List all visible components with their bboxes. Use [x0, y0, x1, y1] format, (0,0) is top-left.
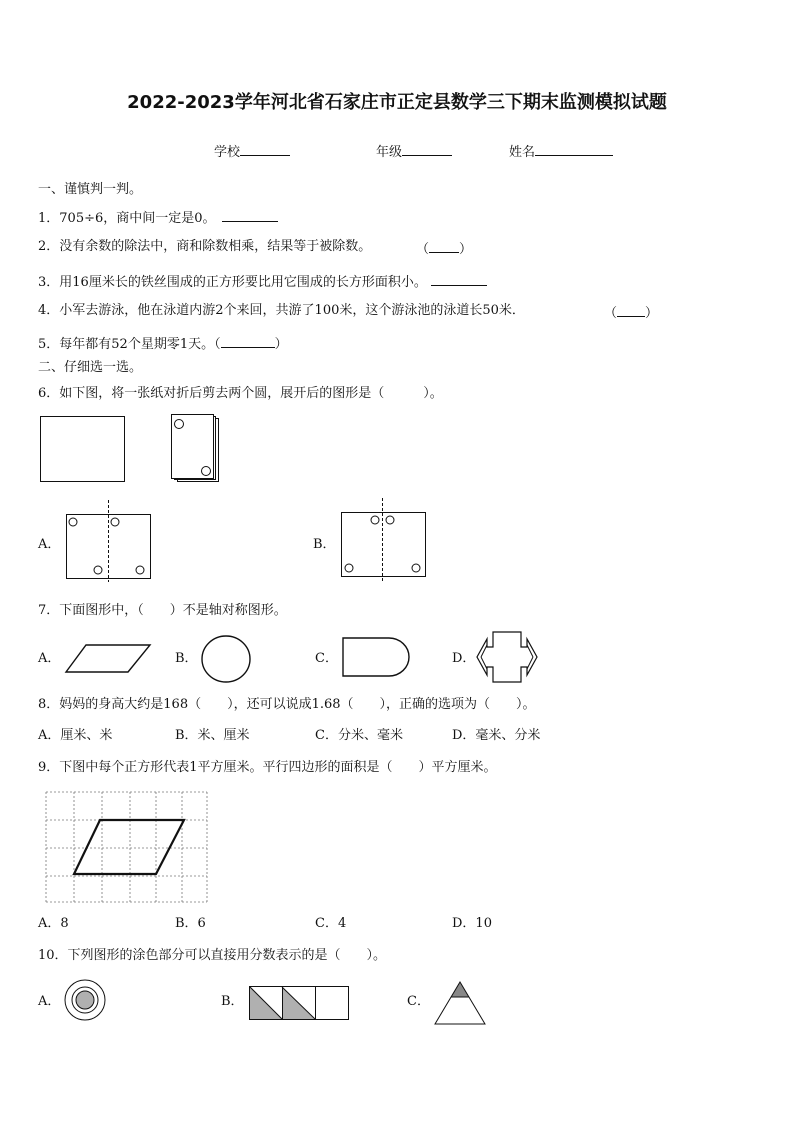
q8-option-d[interactable]: D．毫米、分米: [452, 728, 541, 743]
squares-with-shaded-triangles-icon[interactable]: [248, 985, 352, 1021]
question-9: 9．下图中每个正方形代表1平方厘米。平行四边形的面积是（ ）平方厘米。: [38, 760, 497, 775]
paren-open: （: [604, 306, 618, 321]
circle-icon[interactable]: [200, 634, 252, 684]
question-5-text: 5．每年都有52个星期零1天。（: [38, 337, 221, 352]
section-2-heading: 二、仔细选一选。: [38, 360, 143, 375]
q6-option-b-figure-icon[interactable]: [339, 498, 429, 582]
rectangle-paper-icon: [40, 416, 126, 482]
question-2-text: 2．没有余数的除法中，商和除数相乘，结果等于被除数。: [38, 239, 372, 254]
q6-option-a-label[interactable]: A．: [38, 537, 61, 552]
school-field[interactable]: [214, 142, 290, 161]
name-label: 姓名: [509, 145, 536, 160]
q9-option-b[interactable]: B．6: [175, 916, 206, 931]
q10-option-c-label[interactable]: C．: [407, 994, 430, 1009]
answer-blank-5[interactable]: [221, 334, 275, 348]
name-field[interactable]: [509, 142, 613, 161]
paren-close: ）: [459, 242, 473, 257]
question-10: 10．下列图形的涂色部分可以直接用分数表示的是（ ）。: [38, 948, 387, 963]
q9-option-a[interactable]: A．8: [38, 916, 69, 931]
q7-option-a-label[interactable]: A．: [38, 651, 61, 666]
grade-field[interactable]: [376, 142, 452, 161]
answer-blank-4[interactable]: [617, 303, 645, 317]
q6-option-a-figure-icon[interactable]: [64, 500, 154, 582]
school-blank[interactable]: [240, 142, 290, 156]
question-1-text: 1．705÷6，商中间一定是0。: [38, 211, 216, 226]
q7-option-d-label[interactable]: D．: [452, 651, 476, 666]
question-6: 6．如下图，将一张纸对折后剪去两个圆，展开后的图形是（ ）。: [38, 386, 443, 401]
section-1-heading: 一、谨慎判一判。: [38, 182, 143, 197]
q8-option-c[interactable]: C．分米、毫米: [315, 728, 403, 743]
paren-close: ）: [274, 337, 288, 352]
q7-option-b-label[interactable]: B．: [175, 651, 198, 666]
question-3: [38, 272, 487, 291]
page-title: 2022-2023学年河北省石家庄市正定县数学三下期末监测模拟试题: [127, 92, 667, 113]
name-blank[interactable]: [535, 142, 613, 156]
school-label: 学校: [214, 145, 241, 160]
answer-blank-3[interactable]: [431, 272, 487, 286]
grade-label: 年级: [376, 145, 403, 160]
q9-option-c[interactable]: C．4: [315, 916, 347, 931]
q9-option-d[interactable]: D．10: [452, 916, 492, 931]
q10-option-a-label[interactable]: A．: [38, 994, 61, 1009]
parallelogram-icon[interactable]: [64, 643, 152, 675]
question-4-text: 4．小军去游泳，他在泳道内游2个来回，共游了100米，这个游泳池的泳道长50米．: [38, 303, 525, 318]
grid-with-parallelogram-icon: [44, 790, 210, 906]
question-3-text: 3．用16厘米长的铁丝围成的正方形要比用它围成的长方形面积小。: [38, 275, 427, 290]
paren-close: ）: [645, 306, 659, 321]
question-8: 8．妈妈的身高大约是168（ ），还可以说成1.68（ ），正确的选项为（ ）。: [38, 697, 536, 712]
answer-blank-2[interactable]: [429, 239, 459, 253]
bullet-shape-icon[interactable]: [341, 636, 411, 678]
folded-paper-icon: [170, 414, 222, 484]
answer-blank-1[interactable]: [222, 208, 278, 222]
question-1: [38, 208, 278, 227]
question-2: [38, 239, 371, 255]
double-arrow-cross-icon[interactable]: [475, 630, 539, 684]
grade-blank[interactable]: [402, 142, 452, 156]
triangle-with-shaded-top-icon[interactable]: [433, 980, 487, 1026]
question-5: [38, 334, 288, 353]
answer-paren-4[interactable]: [604, 303, 658, 322]
question-4: [38, 303, 525, 319]
q8-option-b[interactable]: B．米、厘米: [175, 728, 250, 743]
question-7: 7．下面图形中，（ ）不是轴对称图形。: [38, 603, 287, 618]
q6-option-b-label[interactable]: B．: [313, 537, 336, 552]
q8-option-a[interactable]: A．厘米、米: [38, 728, 113, 743]
paren-open: （: [416, 242, 430, 257]
concentric-circles-icon[interactable]: [63, 978, 107, 1022]
q10-option-b-label[interactable]: B．: [221, 994, 244, 1009]
answer-paren-2[interactable]: [416, 239, 472, 258]
q7-option-c-label[interactable]: C．: [315, 651, 338, 666]
